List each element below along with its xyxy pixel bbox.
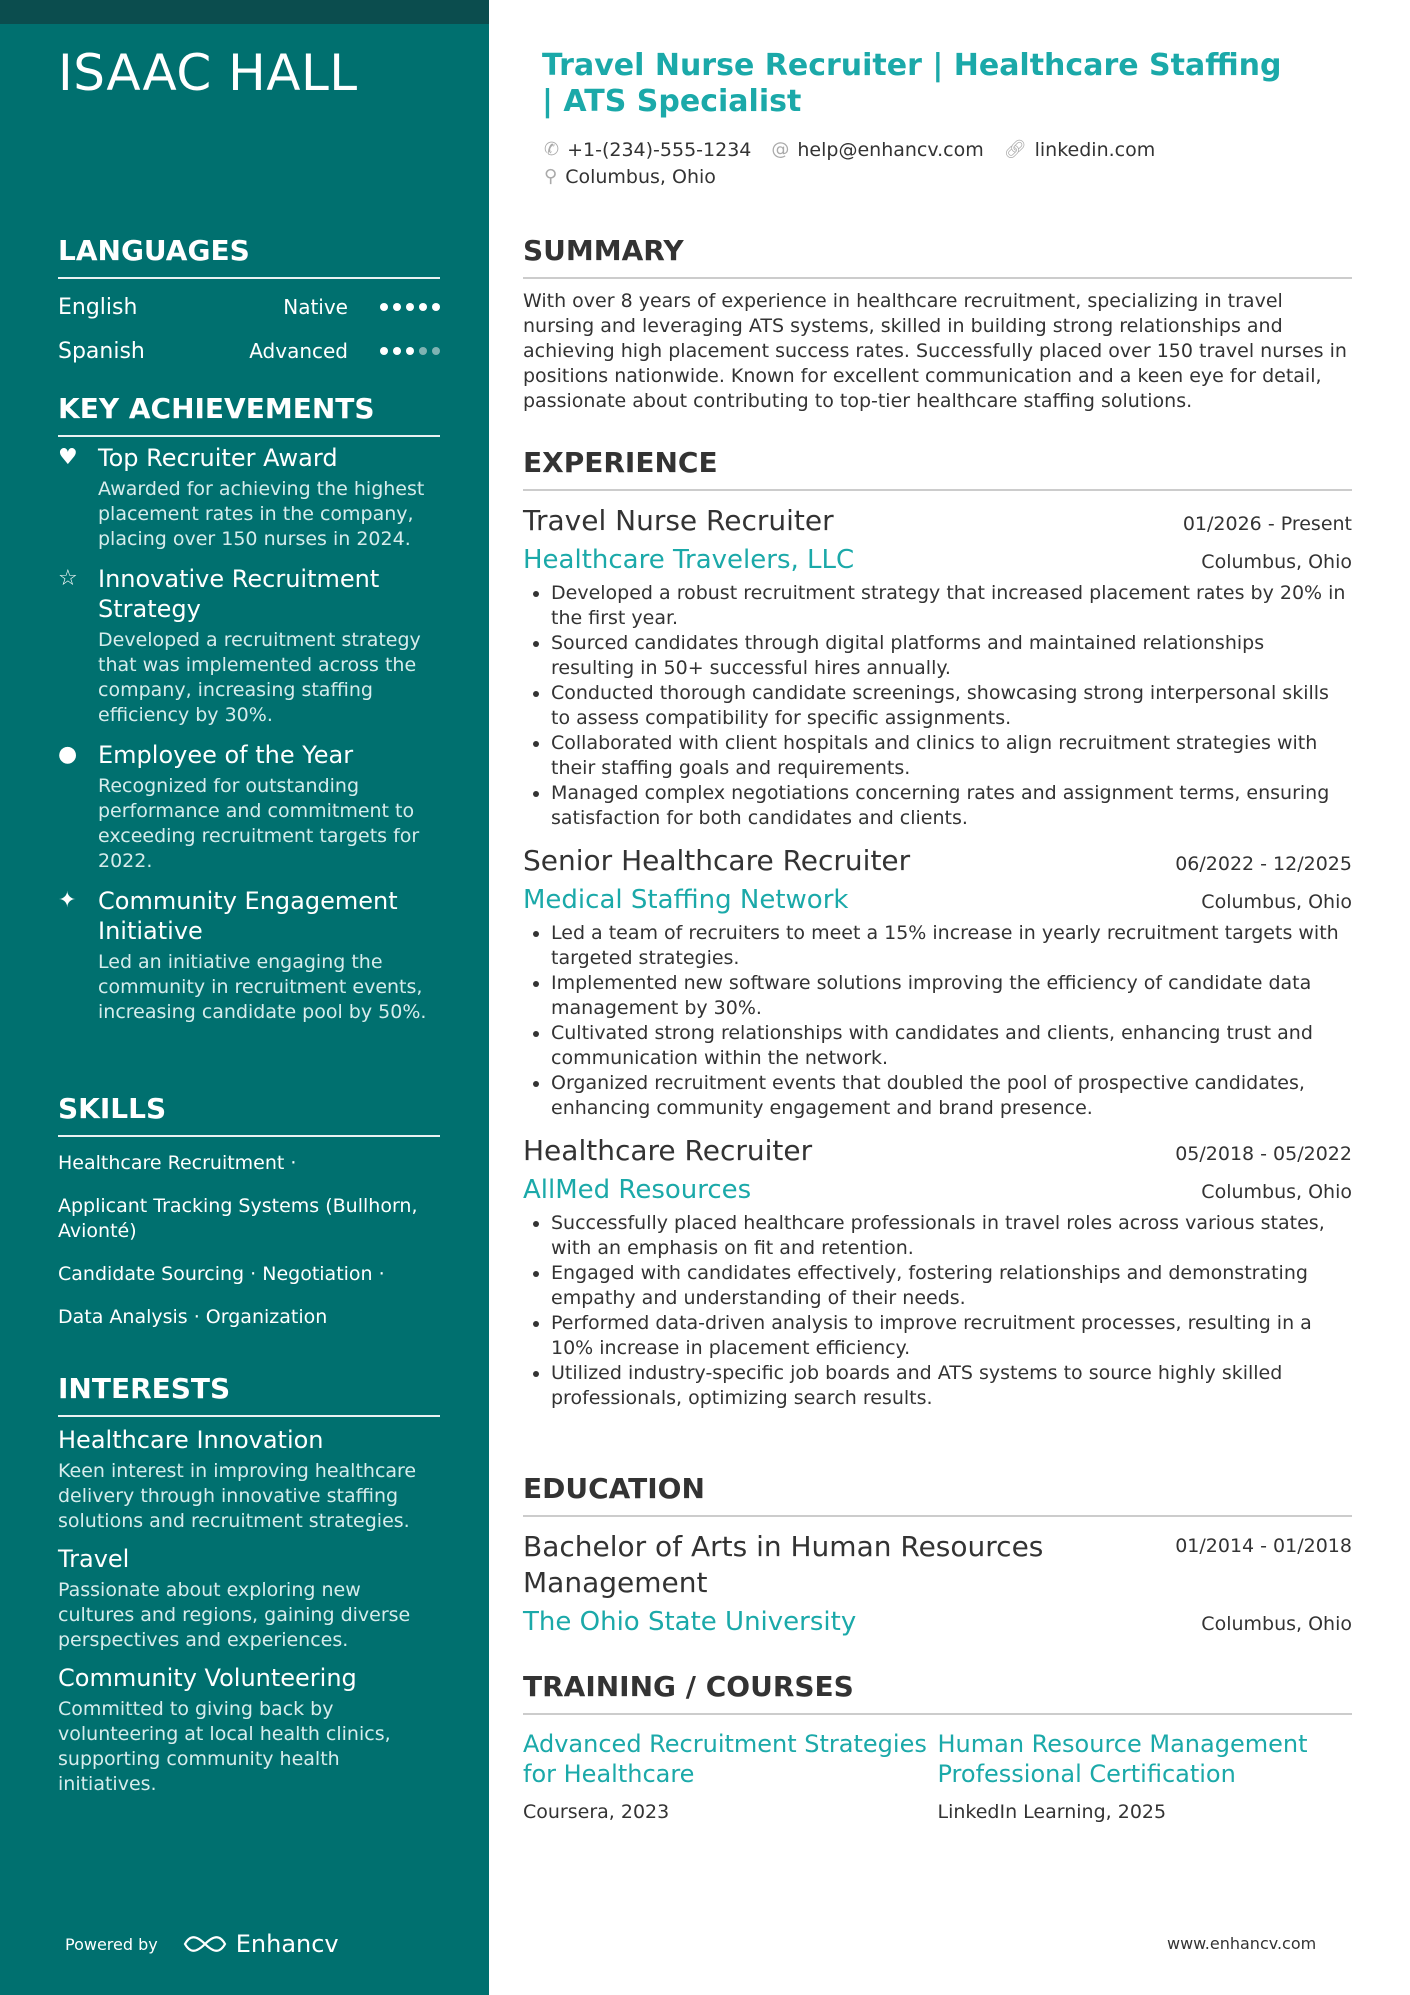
language-item (58, 329, 440, 373)
skills-heading: SKILLS (58, 1092, 440, 1137)
job-bullet: • Developed a robust recruitment strategy that increased placement rates by 20% in the first year. (551, 581, 1352, 631)
job-location: Columbus, Ohio (1201, 551, 1352, 573)
job-location: Columbus, Ohio (1201, 1181, 1352, 1203)
achievements-section (58, 392, 440, 1025)
achievement-item (58, 443, 440, 552)
job-bullet: • Implemented new software solutions improving the efficiency of candidate data management by 30%. (551, 971, 1352, 1021)
powered-by (65, 1930, 339, 1958)
interest-description: Keen interest in improving healthcare delivery through innovative staffing solutions and recruitment strategies. (58, 1460, 417, 1532)
star-icon: ☆ (58, 566, 78, 591)
brand-name: Enhancv (235, 1930, 339, 1958)
proficiency-dot (393, 303, 401, 311)
achievement-item (58, 740, 440, 874)
job-title: Senior Healthcare Recruiter (523, 844, 911, 877)
job-bullet: • Managed complex negotiations concerning rates and assignment terms, ensuring satisfaction for both candidates and clients. (551, 781, 1352, 831)
skill-line: Healthcare Recruitment · (58, 1152, 297, 1174)
job-bullet: • Successfully placed healthcare professionals in travel roles across various states, with an emphasis on fit and retention. (551, 1211, 1352, 1261)
summary-heading: SUMMARY (523, 234, 1352, 279)
proficiency-dot (380, 347, 388, 355)
brain-icon: ● (58, 742, 78, 767)
email-item[interactable] (771, 139, 983, 161)
sidebar-top-bar (0, 0, 489, 24)
job-bullet: • Performed data-driven analysis to improve recruitment processes, resulting in a 10% increase in placement efficiency. (551, 1311, 1352, 1361)
job-bullet: • Engaged with candidates effectively, fostering relationships and demonstrating empathy and understanding of their needs. (551, 1261, 1352, 1311)
training-heading: TRAINING / COURSES (523, 1670, 1352, 1715)
education-entry (523, 1529, 1352, 1639)
skill-line: Data Analysis · Organization (58, 1306, 328, 1328)
school-location: Columbus, Ohio (1201, 1613, 1352, 1635)
job-dates: 01/2026 - Present (1182, 513, 1352, 535)
proficiency-dot (406, 347, 414, 355)
job-bullet: • Led a team of recruiters to meet a 15% increase in yearly recruitment targets with targeted strategies. (551, 921, 1352, 971)
education-section (523, 1472, 1352, 1639)
contact-info (544, 136, 1304, 190)
interest-description: Passionate about exploring new cultures and regions, gaining diverse perspectives and experiences. (58, 1579, 411, 1651)
achievement-item (58, 886, 440, 1025)
proficiency-dots (380, 303, 440, 311)
summary-text: With over 8 years of experience in healthcare recruitment, specializing in travel nursing and leveraging ATS systems, skilled in building strong relationships and achieving high placement success rates. Successfully placed over 150 travel nurses in positions nationwide. Known for excellent communication and a keen eye for detail, passionate about contributing to top-tier healthcare staffing solutions. (523, 290, 1347, 412)
job-bullet: • Conducted thorough candidate screenings, showcasing strong interpersonal skills to assess compatibility for specific assignments. (551, 681, 1352, 731)
location-pin-icon: ⚲ (544, 166, 558, 187)
degree-title: Bachelor of Arts in Human Resources Management (523, 1530, 1044, 1599)
location-item (544, 166, 716, 188)
powered-by-label: Powered by (65, 1934, 158, 1954)
interest-description: Committed to giving back by volunteering at local health clinics, supporting community health initiatives. (58, 1698, 391, 1795)
job-bullet: • Utilized industry-specific job boards and ATS systems to source highly skilled professionals, optimizing search results. (551, 1361, 1352, 1411)
job-entry (523, 1133, 1352, 1411)
achievement-description: Led an initiative engaging the community in recruitment events, increasing candidate pool by 50%. (98, 951, 427, 1023)
phone-icon: ✆ (544, 139, 560, 160)
website-item[interactable] (1004, 139, 1155, 161)
experience-section (523, 446, 1352, 1411)
sidebar (0, 0, 489, 1995)
proficiency-dot (406, 303, 414, 311)
job-title: Travel Nurse Recruiter (523, 504, 834, 537)
phone-item[interactable] (544, 139, 751, 161)
languages-heading: LANGUAGES (58, 234, 440, 279)
candidate-name: ISAAC HALL (58, 44, 358, 102)
achievement-item (58, 564, 440, 728)
proficiency-dot (393, 347, 401, 355)
achievement-title: Community Engagement Initiative (98, 887, 398, 945)
language-level: Native (283, 295, 348, 319)
job-bullets (523, 921, 1352, 1121)
interest-title: Community Volunteering (58, 1664, 357, 1692)
at-sign-icon: @ (771, 139, 790, 160)
course-provider: LinkedIn Learning, 2025 (937, 1801, 1167, 1823)
phone-text: +1-(234)-555-1234 (567, 138, 752, 161)
job-company: Medical Staffing Network (523, 885, 849, 915)
interest-title: Healthcare Innovation (58, 1426, 324, 1454)
job-dates: 06/2022 - 12/2025 (1175, 853, 1352, 875)
language-name: English (58, 294, 138, 320)
course-item (938, 1729, 1353, 1823)
achievement-title: Innovative Recruitment Strategy (98, 565, 380, 623)
achievement-description: Recognized for outstanding performance and commitment to exceeding recruitment targets for 2022. (98, 775, 420, 872)
languages-section (58, 234, 440, 373)
achievement-title: Employee of the Year (98, 741, 354, 769)
website-text: linkedin.com (1034, 138, 1156, 161)
education-dates: 01/2014 - 01/2018 (1175, 1535, 1352, 1557)
footer-url[interactable]: www.enhancv.com (1167, 1934, 1317, 1953)
proficiency-dot (432, 303, 440, 311)
job-bullet: • Cultivated strong relationships with candidates and clients, enhancing trust and communication within the network. (551, 1021, 1352, 1071)
skill-line: Candidate Sourcing · Negotiation · (58, 1263, 385, 1285)
interests-heading: INTERESTS (58, 1372, 440, 1417)
proficiency-dot (419, 347, 427, 355)
job-bullet: • Organized recruitment events that doubled the pool of prospective candidates, enhancing community engagement and brand presence. (551, 1071, 1352, 1121)
location-text: Columbus, Ohio (565, 165, 716, 188)
achievement-description: Developed a recruitment strategy that was implemented across the company, increasing staffing efficiency by 30%. (98, 629, 421, 726)
interest-title: Travel (58, 1545, 130, 1573)
school-name: The Ohio State University (523, 1607, 857, 1637)
language-name: Spanish (58, 338, 145, 364)
job-entry (523, 843, 1352, 1121)
enhancv-logo-icon (182, 1933, 228, 1955)
heart-icon: ♥ (58, 445, 78, 470)
language-level: Advanced (249, 339, 348, 363)
course-title: Human Resource Management Professional Certification (937, 1730, 1308, 1788)
email-text: help@enhancv.com (797, 138, 984, 161)
job-bullets (523, 581, 1352, 831)
summary-section (523, 234, 1352, 414)
proficiency-dot (380, 303, 388, 311)
proficiency-dot (419, 303, 427, 311)
job-location: Columbus, Ohio (1201, 891, 1352, 913)
achievement-title: Top Recruiter Award (98, 444, 338, 472)
job-headline: Travel Nurse Recruiter | Healthcare Staffing | ATS Specialist (542, 48, 1282, 119)
link-icon: 🔗︎ (1003, 139, 1027, 160)
job-title: Healthcare Recruiter (523, 1134, 813, 1167)
proficiency-dots (380, 347, 440, 355)
course-item (523, 1729, 938, 1823)
skill-line: Applicant Tracking Systems (Bullhorn, Avionté) (58, 1195, 418, 1242)
job-bullet: • Collaborated with client hospitals and clinics to align recruitment strategies with their staffing goals and requirements. (551, 731, 1352, 781)
proficiency-dot (432, 347, 440, 355)
job-bullets (523, 1211, 1352, 1411)
job-dates: 05/2018 - 05/2022 (1175, 1143, 1352, 1165)
achievements-heading: KEY ACHIEVEMENTS (58, 392, 440, 437)
interests-section (58, 1372, 440, 1797)
experience-heading: EXPERIENCE (523, 446, 1352, 491)
job-company: Healthcare Travelers, LLC (523, 545, 855, 575)
education-heading: EDUCATION (523, 1472, 1352, 1517)
skills-section (58, 1092, 440, 1330)
training-section (523, 1670, 1352, 1823)
brand-logo[interactable] (182, 1930, 339, 1958)
magic-wand-icon: ✦ (58, 888, 77, 913)
job-bullet: • Sourced candidates through digital platforms and maintained relationships resulting in 50+ successful hires annually. (551, 631, 1352, 681)
language-item (58, 285, 440, 329)
course-title: Advanced Recruitment Strategies for Healthcare (523, 1730, 927, 1788)
course-provider: Coursera, 2023 (523, 1801, 670, 1823)
achievement-description: Awarded for achieving the highest placement rates in the company, placing over 150 nurses in 2024. (98, 478, 425, 550)
job-entry (523, 503, 1352, 831)
job-company: AllMed Resources (523, 1175, 752, 1205)
